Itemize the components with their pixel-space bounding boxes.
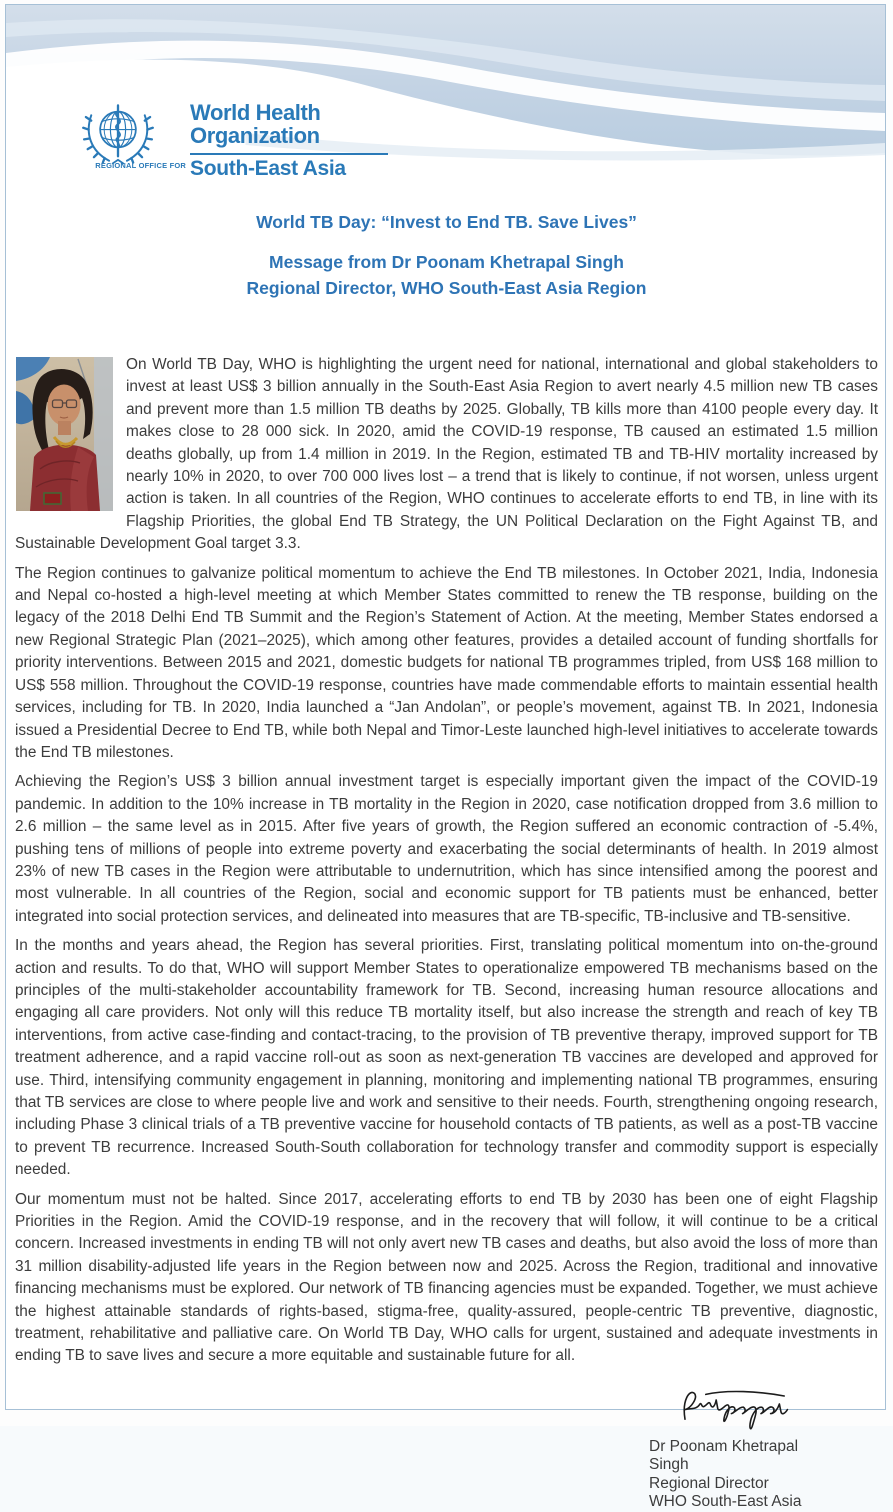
logo-region: South-East Asia: [190, 157, 346, 180]
paragraph-5: Our momentum must not be halted. Since 2017, accelerating efforts to end TB by 2030 has been one of eight Flagship Priorities in the Region. Amid the COVID-19 response, and in the recovery that will follow, it will continue to be a critical concern. Increased investments in ending TB will not only avert new TB cases and deaths, but also avoid the loss of more than 31 million disability-adjusted life years in the Region between now and 2025. Across the Region, traditional and innovative financing mechanisms must be explored. Our network of TB financing agencies must be expanded. Together, we must achieve the highest attainable standards of rights-based, stigma-free, quality-assured, people-centric TB preventive, diagnostic, treatment, rehabilitative and palliative care. On World TB Day, WHO calls for urgent, sustained and adequate investments in ending TB to save lives and secure a more equitable and sustainable future for all.: [15, 1190, 878, 1365]
logo-org-line2: Organization: [190, 123, 320, 148]
signature-block: [649, 1382, 841, 1512]
subtitle-line1: Message from Dr Poonam Khetrapal Singh: [269, 252, 624, 272]
paragraph-1: On World TB Day, WHO is highlighting the urgent need for national, international and global stakeholders to invest at least US$ 3 billion annually in the South-East Asia Region to avert nearly 4.5 million new TB cases and prevent more than 1.5 million TB deaths by 2025. Globally, TB kills more than 4100 people every day. It makes close to 28 000 sick. In 2020, amid the COVID-19 response, TB caused an estimated 1.5 million deaths globally, up from 1.4 million in 2019. In the Region, estimated TB and TB-HIV mortality increased by nearly 10% in 2020, to over 700 000 lives lost – a trend that is likely to continue, if not worsen, unless urgent action is taken. In all countries of the Region, WHO continues to accelerate efforts to end TB, in line with its Flagship Priorities, the global End TB Strategy, the UN Political Declaration on the Fight Against TB, and Sustainable Development Goal target 3.3.: [15, 356, 878, 553]
signer-title: Regional Director: [649, 1474, 769, 1492]
paragraph-4: In the months and years ahead, the Region has several priorities. First, translating political momentum into on-the-ground action and results. To do that, WHO will support Member States to operationalize empowered TB mechanisms based on the principles of the multi-stakeholder accountability framework for TB. Second, increasing human resource allocations and engaging all care providers. Not only will this reduce TB mortality itself, but also increase the strength and reach of key TB interventions, from active case-finding and contact-tracing, to the provision of TB preventive therapy, improved support for TB treatment adherence, and a rapid vaccine roll-out as soon as next-generation TB vaccines are developed and approved for use. Third, intensifying community engagement in planning, monitoring and implementing national TB programmes, ensuring that TB services are close to where people live and work and sensitive to their needs. Fourth, strengthening ongoing research, including Phase 3 clinical trials of a TB preventive vaccine for household contacts of TB patients, as well as a post-TB vaccine to prevent TB recurrence. Increased South-South collaboration for technology transfer and commodity support is especially needed.: [15, 937, 878, 1179]
page-title: World TB Day: “Invest to End TB. Save Lives”: [256, 212, 637, 232]
subtitle-line2: Regional Director, WHO South-East Asia Region: [246, 278, 647, 298]
signature-image: [677, 1382, 805, 1434]
letter-body: [15, 354, 878, 1512]
signer-org: WHO South-East Asia: [649, 1493, 802, 1511]
portrait-photo: [16, 357, 113, 511]
signer-name: Dr Poonam Khetrapal Singh: [649, 1437, 799, 1474]
letter-content: [6, 5, 887, 1512]
logo-org-line1: World Health: [190, 100, 321, 125]
logo-office-prefix: REGIONAL OFFICE FOR: [95, 161, 186, 170]
paragraph-3: Achieving the Region’s US$ 3 billion annual investment target is especially important given the impact of the COVID-19 pandemic. In addition to the 10% increase in TB mortality in the Region in 2020, case notification dropped from 3.6 million to 2.6 million – the same level as in 2015. After five years of growth, the Region suffered an economic contraction of -5.4%, pushing tens of millions of people into extreme poverty and exacerbating the social determinants of health. In 2019 almost 23% of new TB cases in the Region were attributable to undernutrition, which has since intensified among the poorest and most vulnerable. In all countries of the Region, social and economic support for TB patients must be enhanced, better integrated into social protection services, and delineated into measures that are TB-specific, TB-inclusive and TB-sensitive.: [15, 773, 878, 925]
page-subtitle: [6, 249, 887, 301]
paragraph-2: The Region continues to galvanize political momentum to achieve the End TB milestones. In October 2021, India, Indonesia and Nepal co-hosted a high-level meeting at which Member States committed to renew the TB response, building on the legacy of the 2018 Delhi End TB Summit and the Region’s Statement of Action. At the meeting, Member States endorsed a new Regional Strategic Plan (2021–2025), which among other features, provides a detailed account of funding shortfalls for priority interventions. Between 2015 and 2021, domestic budgets for national TB programmes tripled, from US$ 168 million to US$ 558 million. Throughout the COVID-19 response, countries have made commendable efforts to maintain essential health services, including for TB. In 2020, India launched a “Jan Andolan”, or people’s movement, against TB. In 2021, Indonesia issued a Presidential Decree to End TB, while both Nepal and Timor-Leste launched high-level initiatives to accelerate towards the End TB milestones.: [15, 564, 878, 761]
letter-page: [5, 4, 886, 1511]
